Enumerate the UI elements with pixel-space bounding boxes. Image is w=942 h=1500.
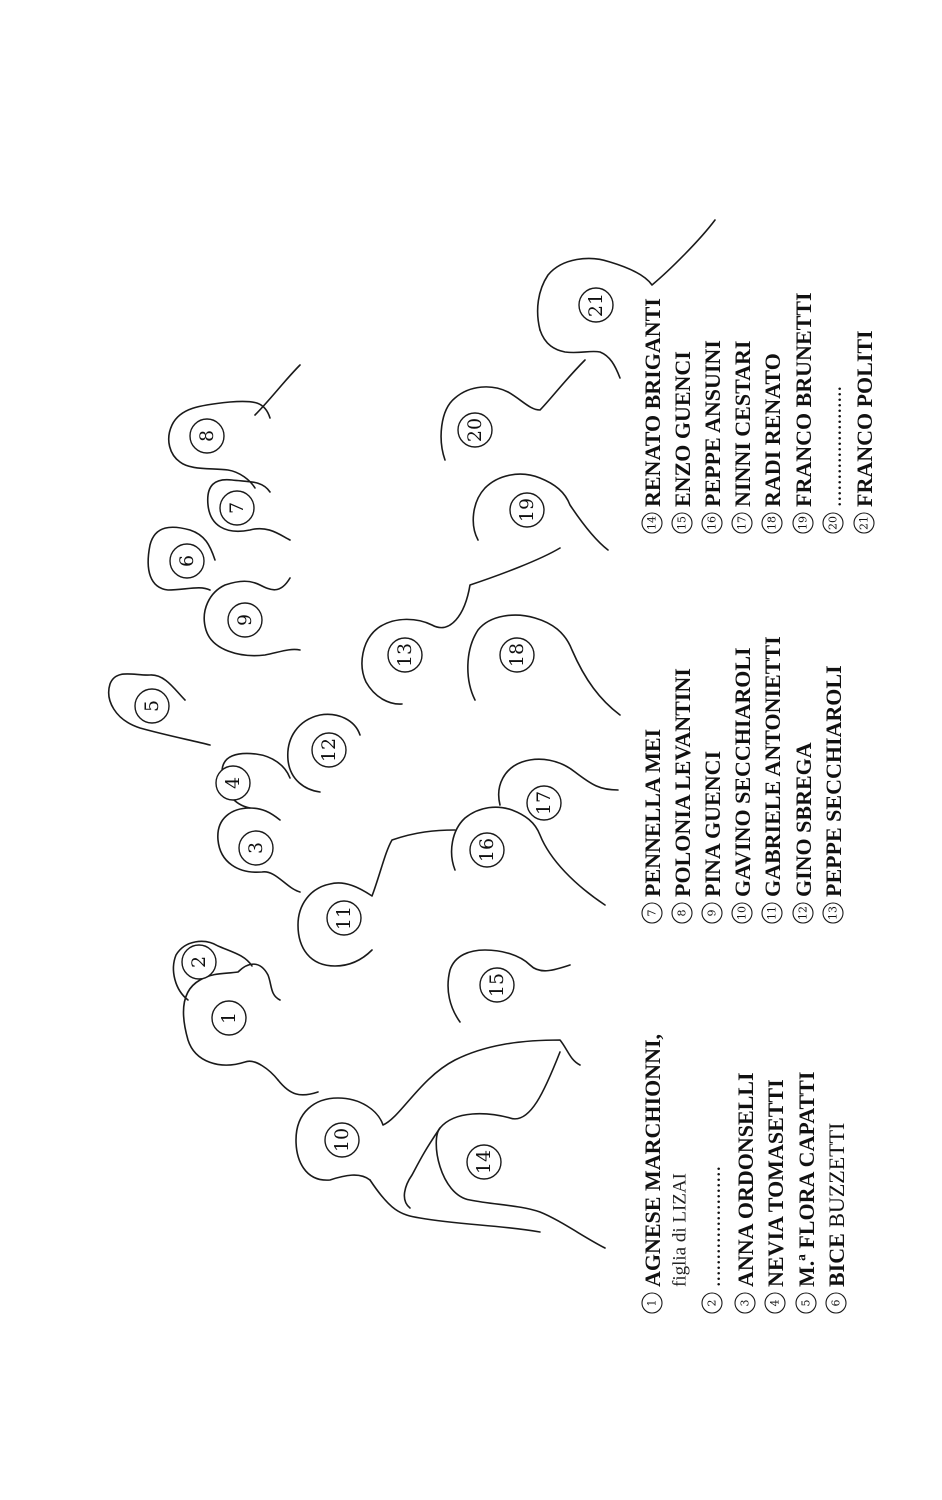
head-marker-number: 18 — [506, 642, 528, 668]
head-marker-number: 1 — [218, 1011, 240, 1025]
legend-name — [733, 1072, 758, 1287]
legend-name — [700, 1166, 725, 1287]
legend-name-bold: M.ª FLORA CAPATTI — [793, 1071, 819, 1287]
legend-name — [700, 751, 725, 897]
legend-name-bold: FRANCO POLITI — [851, 330, 877, 507]
legend-entry-8 — [670, 668, 695, 923]
head-marker-4 — [216, 766, 250, 800]
legend-entry-9 — [700, 751, 725, 923]
shoulder-8 — [255, 365, 300, 415]
head-marker-15 — [480, 968, 514, 1002]
silhouette-20 — [441, 360, 585, 460]
legend-name-bold: GAVINO SECCHIAROLI — [729, 647, 755, 897]
legend-name — [640, 729, 665, 897]
head-marker-13 — [388, 638, 422, 672]
legend-entry-20 — [821, 386, 846, 533]
legend-number: 16 — [705, 516, 719, 530]
shoulder-1 — [278, 1080, 318, 1095]
legend-number: 2 — [705, 1299, 719, 1307]
head-marker-14 — [467, 1145, 501, 1179]
legend-name-bold: GABRIELE ANTONIETTI — [759, 636, 785, 897]
legend-name — [670, 668, 695, 897]
head-markers — [135, 288, 613, 1179]
head-marker-1 — [212, 1001, 246, 1035]
head-marker-20 — [458, 413, 492, 447]
legend-name — [824, 1123, 849, 1287]
head-marker-19 — [510, 493, 544, 527]
legend-entry-10 — [730, 647, 755, 923]
head-marker-number: 11 — [333, 905, 355, 931]
head-marker-3 — [239, 831, 273, 865]
legend-name — [760, 636, 785, 897]
head-marker-10 — [325, 1123, 359, 1157]
legend-name-bold: FRANCO BRUNETTI — [790, 292, 816, 507]
head-marker-12 — [312, 733, 346, 767]
head-marker-7 — [220, 491, 254, 525]
legend-name-bold: POLONIA LEVANTINI — [669, 668, 695, 897]
legend-number: 19 — [796, 516, 810, 530]
legend-entry-7 — [640, 729, 665, 923]
head-marker-8 — [190, 419, 224, 453]
head-marker-number: 19 — [516, 497, 538, 523]
legend-number: 20 — [826, 516, 840, 530]
legend-entry-15 — [670, 351, 695, 533]
legend-number: 14 — [645, 516, 659, 530]
legend-name — [670, 351, 695, 507]
legend-number: 21 — [857, 516, 871, 530]
head-marker-number: 9 — [234, 613, 256, 627]
legend-unknown-dots: ...................... — [699, 1166, 725, 1287]
legend-entry-17 — [730, 341, 755, 533]
legend-entry-1 — [640, 1034, 691, 1313]
head-marker-18 — [500, 638, 534, 672]
legend-number: 12 — [796, 906, 810, 920]
head-marker-number: 8 — [196, 429, 218, 443]
legend-entry-14 — [640, 298, 665, 533]
legend-name — [640, 298, 665, 507]
legend-name-bold: PEPPE ANSUINI — [699, 340, 725, 507]
legend-name — [700, 340, 725, 507]
legend-number: 7 — [645, 909, 659, 917]
legend-entry-2 — [700, 1166, 725, 1313]
legend-name-bold: PENNELLA MEI — [639, 728, 665, 897]
legend — [640, 292, 877, 1313]
legend-number: 1 — [645, 1299, 659, 1307]
legend-name-rest: BUZZETTI — [823, 1122, 849, 1234]
legend-name — [794, 1072, 819, 1287]
legend-number: 8 — [675, 909, 689, 917]
legend-entry-19 — [791, 292, 816, 533]
legend-name — [730, 341, 755, 507]
legend-name-bold: AGNESE MARCHIONNI, — [639, 1033, 665, 1287]
legend-entry-12 — [791, 742, 816, 923]
legend-name — [821, 386, 846, 507]
head-marker-number: 14 — [473, 1149, 495, 1175]
legend-name — [640, 1034, 665, 1287]
legend-number: 6 — [829, 1299, 843, 1307]
legend-number: 5 — [799, 1299, 813, 1307]
legend-entry-21 — [852, 330, 877, 533]
silhouette-13 — [362, 548, 560, 704]
head-marker-number: 2 — [188, 955, 210, 969]
head-marker-number: 6 — [176, 554, 198, 568]
silhouette-21 — [538, 220, 715, 330]
legend-entry-5 — [794, 1072, 819, 1313]
legend-name — [760, 353, 785, 507]
head-marker-number: 10 — [331, 1127, 353, 1153]
head-marker-number: 4 — [222, 776, 244, 790]
legend-name — [852, 330, 877, 507]
legend-name-bold: BICE — [823, 1233, 849, 1287]
legend-subtitle: figlia di LIZAI — [669, 1173, 691, 1287]
legend-entry-3 — [733, 1072, 758, 1313]
head-marker-number: 13 — [394, 642, 416, 668]
legend-name-bold: ENZO GUENCI — [669, 351, 695, 507]
legend-entry-16 — [700, 340, 725, 533]
head-marker-11 — [327, 901, 361, 935]
legend-number: 10 — [735, 906, 749, 920]
legend-name — [763, 1079, 788, 1287]
head-marker-number: 16 — [476, 837, 498, 863]
head-marker-number: 15 — [486, 972, 508, 998]
head-marker-number: 5 — [141, 699, 163, 713]
legend-entry-13 — [821, 665, 846, 923]
legend-name-bold: ANNA ORDONSELLI — [732, 1072, 758, 1287]
head-marker-number: 20 — [464, 417, 486, 443]
legend-number: 3 — [738, 1299, 752, 1307]
legend-name-bold: RADI RENATO — [759, 353, 785, 507]
head-marker-number: 12 — [318, 737, 340, 763]
silhouette-18 — [468, 615, 620, 715]
head-marker-21 — [579, 288, 613, 322]
silhouette-21b — [540, 330, 620, 378]
legend-number: 4 — [768, 1299, 782, 1307]
head-marker-16 — [470, 833, 504, 867]
legend-entry-11 — [760, 636, 785, 923]
legend-number: 9 — [705, 909, 719, 917]
legend-number: 15 — [675, 516, 689, 530]
legend-name-bold: GINO SBREGA — [790, 742, 816, 897]
head-marker-9 — [228, 603, 262, 637]
head-marker-number: 7 — [226, 501, 248, 515]
head-marker-17 — [527, 786, 561, 820]
legend-number: 17 — [735, 516, 749, 530]
head-marker-number: 21 — [585, 292, 607, 318]
legend-name — [821, 665, 846, 897]
legend-name — [791, 742, 816, 897]
legend-number: 18 — [765, 516, 779, 530]
legend-unknown-dots: ...................... — [820, 386, 846, 507]
head-marker-5 — [135, 689, 169, 723]
legend-entry-18 — [760, 353, 785, 533]
legend-name-bold: NEVIA TOMASETTI — [762, 1079, 788, 1287]
legend-name-bold: RENATO BRIGANTI — [639, 298, 665, 507]
silhouette-11 — [298, 830, 455, 966]
legend-entry-6 — [824, 1123, 849, 1313]
legend-name — [791, 292, 816, 507]
silhouettes — [109, 220, 715, 1248]
legend-name-bold: PEPPE SECCHIAROLI — [820, 665, 846, 897]
legend-name — [730, 647, 755, 897]
legend-name-bold: PINA GUENCI — [699, 750, 725, 897]
head-marker-number: 3 — [245, 841, 267, 855]
head-marker-number: 17 — [533, 790, 555, 816]
silhouette-14 — [404, 1052, 560, 1208]
legend-entry-4 — [763, 1079, 788, 1313]
legend-number: 11 — [765, 906, 779, 920]
silhouette-14b — [436, 1128, 605, 1248]
legend-name-bold: NINNI CESTARI — [729, 340, 755, 507]
legend-number: 13 — [826, 906, 840, 920]
head-marker-2 — [182, 945, 216, 979]
head-marker-6 — [170, 544, 204, 578]
